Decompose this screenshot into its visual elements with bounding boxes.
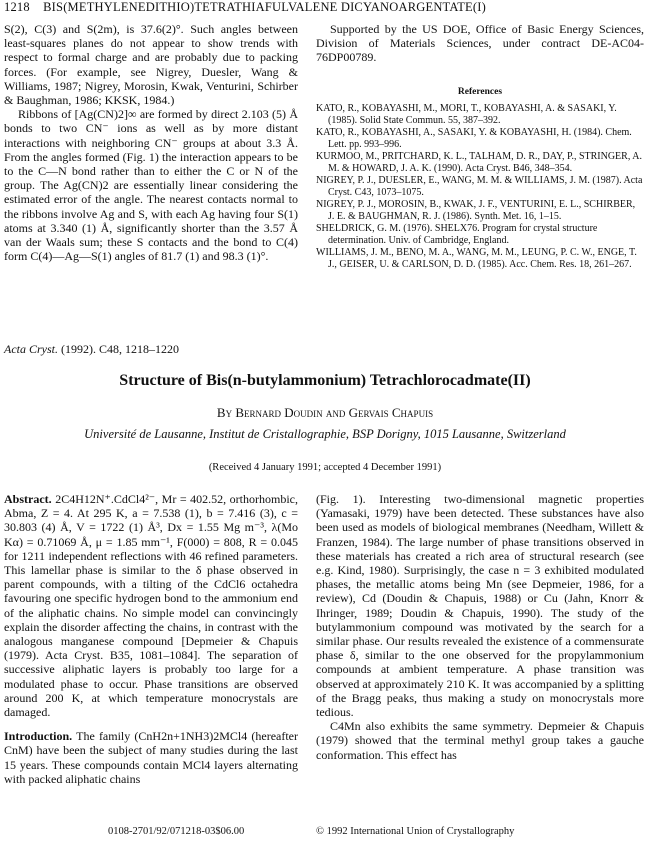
continued-paragraph: S(2), C(3) and S(2m), is 37.6(2)°. Such angles between least-squares planes do not appear to show trends with respect to formal charge and are probably due to packing forces. (For example, see Nigrey, Duesler, Wang & Williams, 1987; Nigrey, Morosin, Kwak, Venturini, Schirber & Baughman, 1986; KKSK, 1984.) — [4, 22, 298, 108]
body-paragraph-1: (Fig. 1). Interesting two-dimensional magnetic properties (Yamasaki, 1979) have been detected. These substances have also been used as models of biological membranes (Needham, Willett & Franzen, 1984). The large number of phase transitions observed in these materials has created a rich area of structural research (see e.g. Kind, 1980). Surprisingly, the case n = 3 exhibited modulated phases, the metallic atoms being Mn (see Depmeier, 1986, for a review), Cd (Doudin & Chapuis, 1988) or Cu (Jahn, Knorr & Ihringer, 1989; Doudin & Chapuis, 1990). The study of the butylammonium compound was motivated by the search for a similar phase. Our results revealed the existence of a commensurate phase δ, similar to the one observed for the propylammonium compounds at ambient temperature. A phase transition was observed at approximately 210 K. It was accompanied by a splitting of the Bragg peaks, thus making a study on monocrystals more tedious. — [316, 492, 644, 720]
running-title: BIS(METHYLENEDITHIO)TETRATHIAFULVALENE DICYANOARGENTATE(I) — [43, 0, 486, 14]
footer-code: 0108-2701/92/071218-03$06.00 — [108, 826, 245, 837]
journal-citation — [4, 342, 179, 357]
reference-item: KURMOO, M., PRITCHARD, K. L., TALHAM, D. R., DAY, P., STRINGER, A. M. & HOWARD, J. A. K. (1990). Acta Cryst. B46, 348–354. — [316, 150, 643, 174]
abstract-label: Abstract. — [4, 492, 52, 506]
top-left-column — [4, 22, 298, 263]
references-heading: References — [457, 86, 503, 97]
article-authors: By Bernard Doudin and Gervais Chapuis — [216, 405, 434, 420]
reference-item: KATO, R., KOBAYASHI, A., SASAKI, Y. & KOBAYASHI, H. (1984). Chem. Lett. pp. 993–996. — [316, 126, 632, 150]
ribbons-paragraph: Ribbons of [Ag(CN)2]∞ are formed by direct 2.103 (5) Å bonds to two CN⁻ ions as well as by more distant interactions with neighboring CN⁻ groups at about 3.3 Å. From the angles formed (Fig. 1) the interaction appears to be to the C—N bond rather than to either the C or N of the group. The Ag(CN)2 are essentially linear considering the estimated error of the angle. The nearest contacts normal to the ribbons involve Ag and S, with each Ag having four S(1) atoms at 3.340 (1) Å, significantly shorter than the 3.57 Å van der Waals sum; these S contacts and the bond to C(4) form C(4)—Ag—S(1) angles of 81.7 (1) and 98.3 (1)°. — [4, 107, 298, 264]
body-right-column — [316, 492, 644, 762]
reference-item: NIGREY, P. J., DUESLER, E., WANG, M. M. & WILLIAMS, J. M. (1987). Acta Cryst. C43, 1073–1075. — [316, 174, 643, 198]
footer-copyright: © 1992 International Union of Crystallography — [316, 826, 515, 837]
journal-volume: (1992). C48, 1218–1220 — [61, 342, 179, 356]
body-paragraph-2: C4Mn also exhibits the same symmetry. Depmeier & Chapuis (1979) showed that the terminal methyl group takes a gauche conformation. This effect has — [316, 719, 644, 762]
introduction-label: Introduction. — [4, 729, 73, 744]
article-affiliation: Université de Lausanne, Institut de Cristallographie, BSP Dorigny, 1015 Lausanne, Switzerland — [84, 427, 566, 441]
reference-list — [316, 103, 644, 271]
article-title: Structure of Bis(n-butylammonium) Tetrachlorocadmate(II) — [119, 372, 531, 389]
abstract-text: 2C4H12N⁺.CdCl4²⁻, Mr = 402.52, orthorhombic, Abma, Z = 4. At 295 K, a = 7.538 (1), b = 7.416 (3), c = 30.803 (4) Å, V = 1722 (1) Å³, Dx = 1.55 Mg m⁻³, λ(Mo Kα) = 0.71069 Å, μ = 1.85 mm⁻¹, F(000) = 808, R = 0.045 for 1211 independent reflections with 46 refined parameters. This lamellar phase is similar to the δ phase observed in parent compounds, with a tilting of the CdCl6 octahedra favouring one specific hydrogen bond to the ammonium end of the aliphatic chains. No simple model can convincingly explain the disorder affecting the chains, in contrast with the analogous manganese compound [Depmeier & Chapuis (1979). Acta Cryst. B35, 1081–1084]. The separation of successive aliphatic layers is probably too large for a modulated phase to occur. Phase transitions are observed around 200 K, at which temperature monocrystals are damaged. — [4, 492, 298, 720]
support-statement: Supported by the US DOE, Office of Basic Energy Sciences, Division of Materials Sciences, under contract DE-AC04-76DP00789. — [316, 22, 644, 65]
reference-item: WILLIAMS, J. M., BENO, M. A., WANG, M. M., LEUNG, P. C. W., ENGE, T. J., GEISER, U. & CARLSON, D. D. (1985). Acc. Chem. Res. 18, 261–267. — [316, 246, 637, 270]
top-right-column — [316, 22, 644, 271]
introduction-paragraph — [4, 729, 298, 786]
introduction-text: The family (CnH2n+1NH3)2MCl4 (hereafter CnM) have been the subject of many studies during the last 15 years. These compounds contain MCl4 layers alternating with packed aliphatic chains — [4, 729, 298, 786]
abstract-paragraph — [4, 492, 298, 719]
received-dates: (Received 4 January 1991; accepted 4 December 1991) — [208, 462, 442, 473]
running-header — [4, 0, 486, 15]
reference-item: KATO, R., KOBAYASHI, M., MORI, T., KOBAYASHI, A. & SASAKI, Y. (1985). Solid State Commun. 55, 387–392. — [316, 102, 617, 126]
reference-item: SHELDRICK, G. M. (1976). SHELX76. Program for crystal structure determination. Univ. of Cambridge, England. — [316, 222, 598, 246]
reference-item: NIGREY, P. J., MOROSIN, B., KWAK, J. F., VENTURINI, E. L., SCHIRBER, J. E. & BAUGHMAN, R. J. (1986). Synth. Met. 16, 1–15. — [316, 198, 636, 222]
abstract-column — [4, 492, 298, 786]
journal-name: Acta Cryst. — [4, 342, 58, 356]
page-number: 1218 — [4, 0, 30, 14]
